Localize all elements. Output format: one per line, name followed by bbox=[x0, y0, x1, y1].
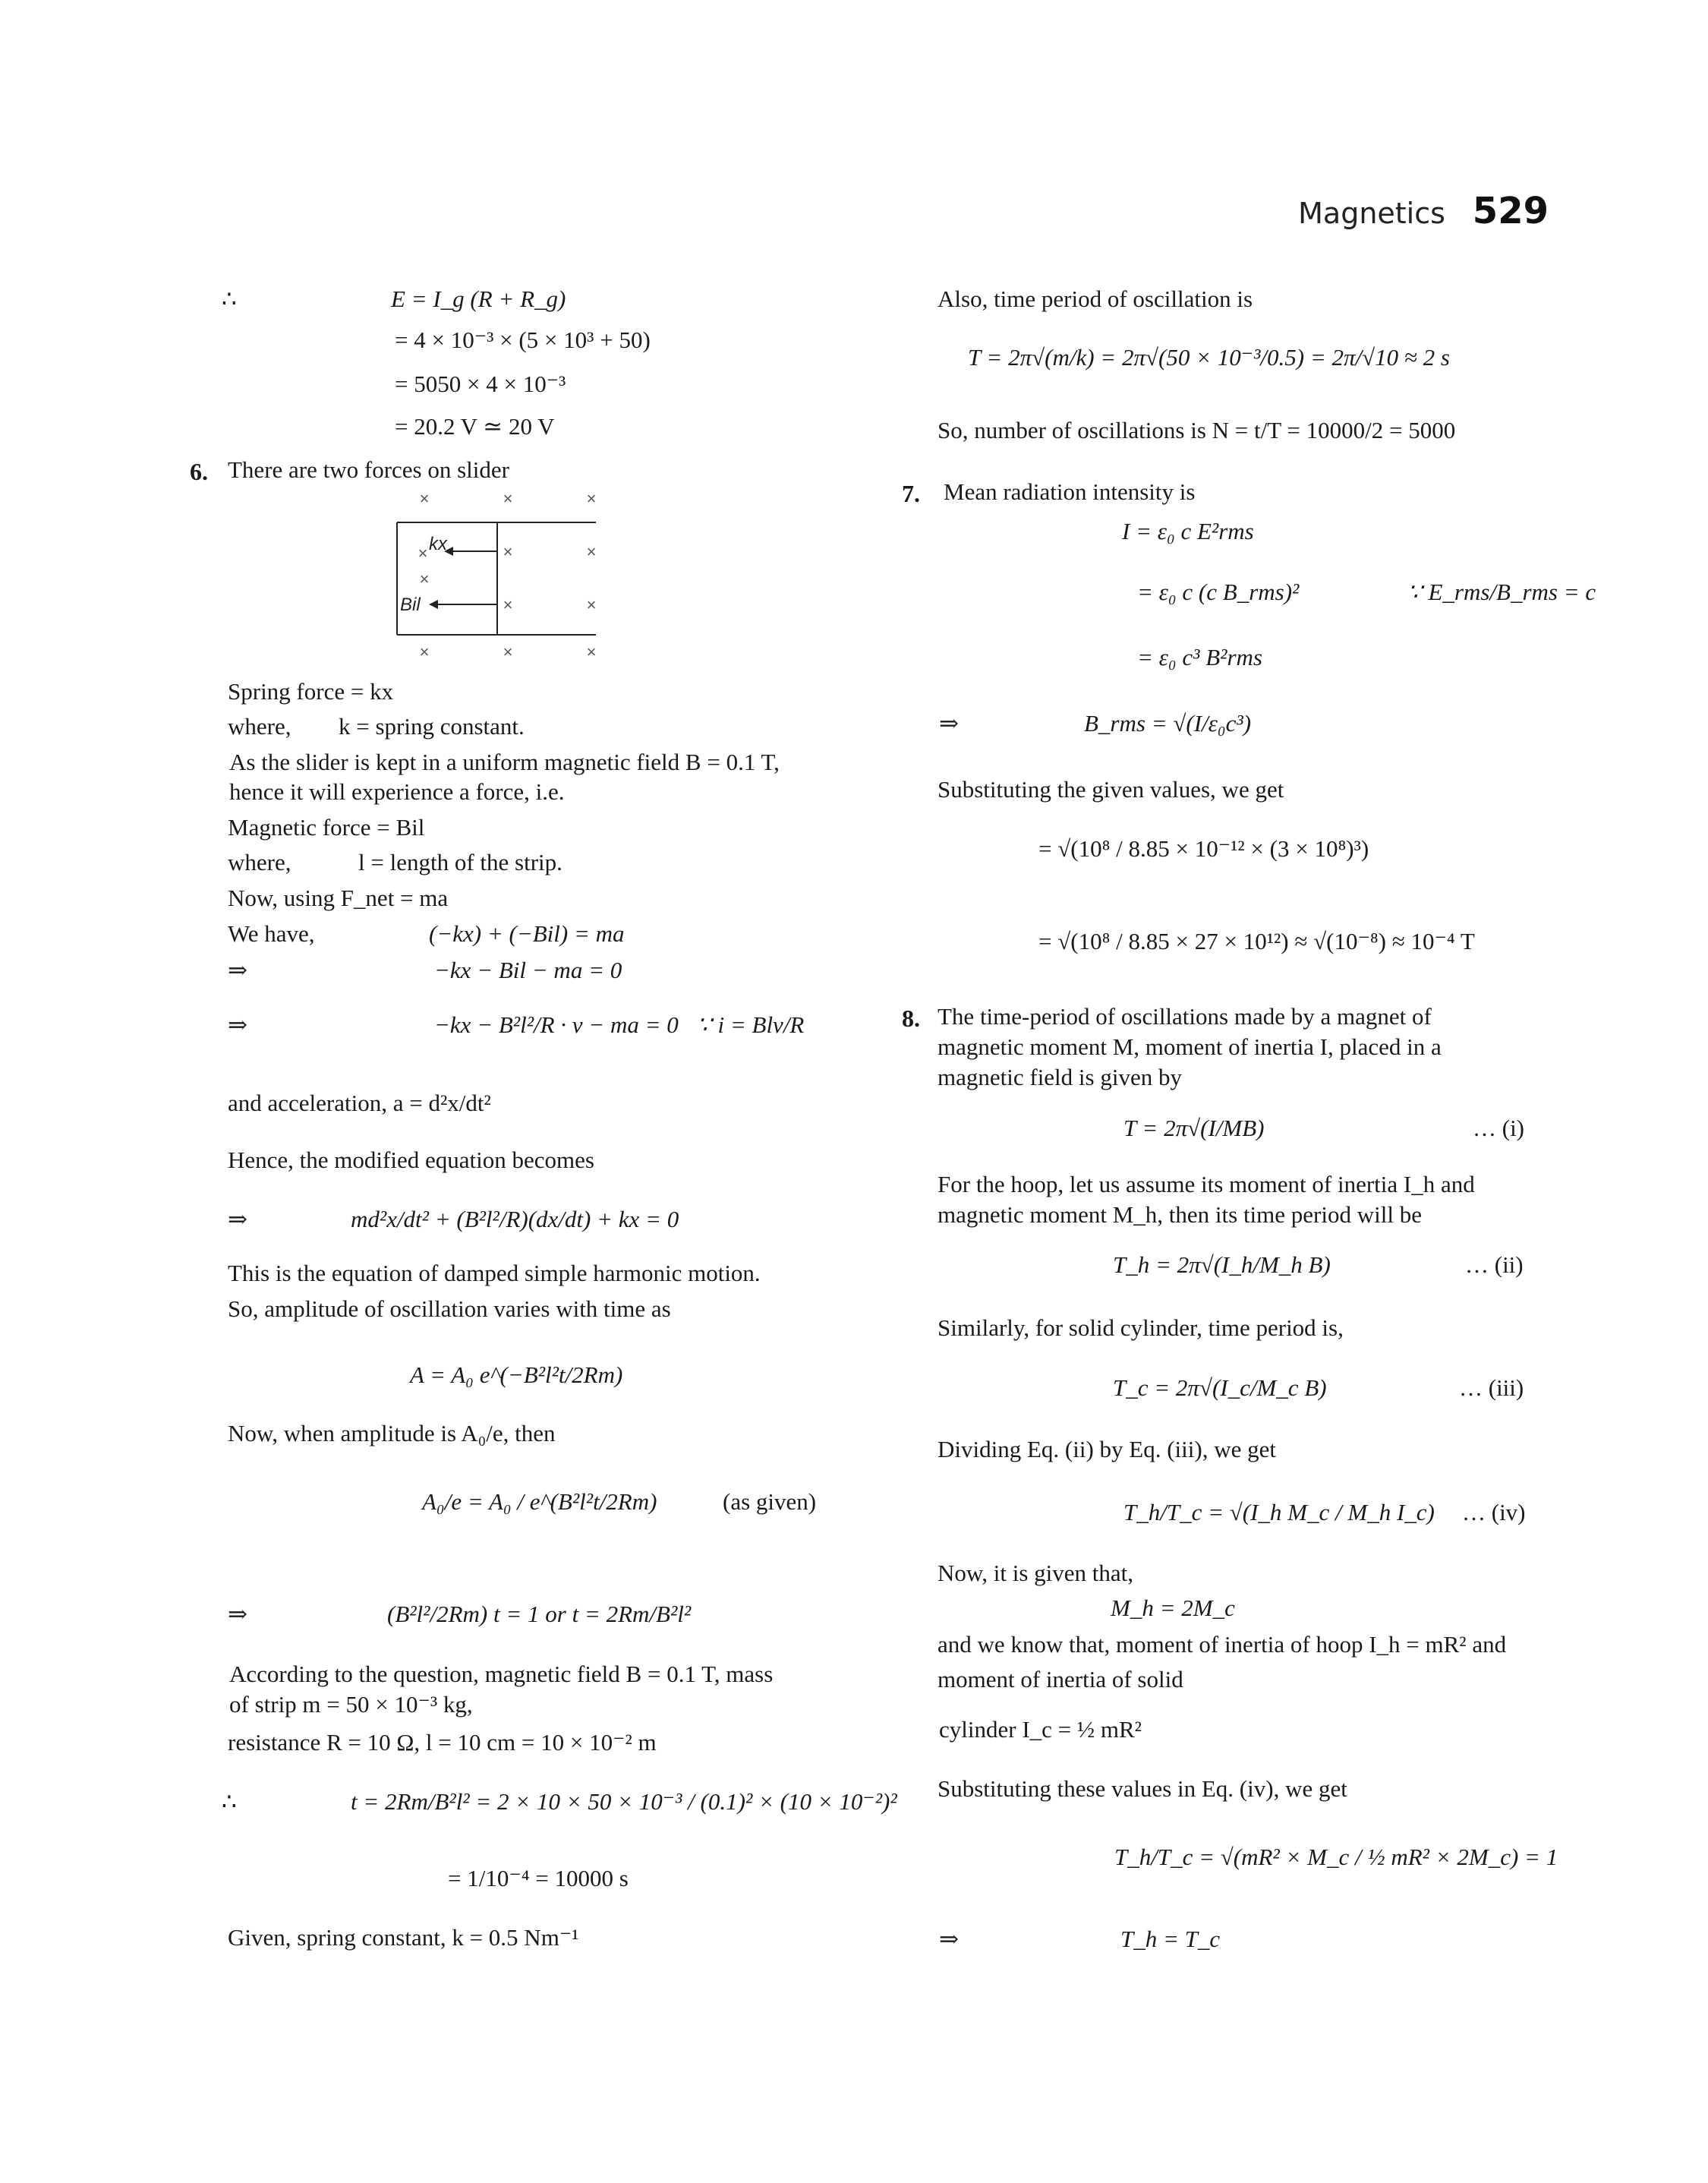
text-line: magnetic moment M, moment of inertia I, placed in a bbox=[938, 1033, 1442, 1060]
text-line: of strip m = 50 × 10⁻³ kg, bbox=[229, 1691, 473, 1718]
question-number: 8. bbox=[902, 1005, 920, 1032]
text-line: resistance R = 10 Ω, l = 10 cm = 10 × 10⁻² m bbox=[228, 1729, 657, 1756]
text-line: There are two forces on slider bbox=[228, 456, 509, 483]
implies-symbol: ⇒ bbox=[939, 710, 959, 737]
cross-mark: × bbox=[419, 489, 430, 508]
cross-mark: × bbox=[503, 642, 513, 661]
implies-symbol: ⇒ bbox=[228, 1011, 247, 1038]
equation-line: I = ε₀ c E²rms bbox=[1122, 518, 1254, 544]
text-line: So, number of oscillations is N = t/T = 10000/2 = 5000 bbox=[938, 417, 1456, 443]
text-line: Mean radiation intensity is bbox=[944, 478, 1196, 505]
text-line: hence it will experience a force, i.e. bbox=[229, 778, 565, 805]
cross-mark: × bbox=[586, 542, 597, 561]
cross-mark: × bbox=[586, 642, 597, 661]
because-note: ∵ E_rms/B_rms = c bbox=[1407, 579, 1596, 605]
implies-symbol: ⇒ bbox=[228, 1206, 247, 1232]
equation-line: = √(10⁸ / 8.85 × 10⁻¹² × (3 × 10⁸)³) bbox=[1038, 835, 1369, 862]
text-line: Now, it is given that, bbox=[938, 1560, 1134, 1586]
equation-line: (−kx) + (−Bil) = ma bbox=[429, 920, 625, 947]
cross-mark: × bbox=[586, 489, 597, 508]
equation-line: M_h = 2M_c bbox=[1111, 1595, 1235, 1621]
equation-line: E = I_g (R + R_g) bbox=[391, 285, 566, 312]
text-line: Dividing Eq. (ii) by Eq. (iii), we get bbox=[938, 1436, 1276, 1462]
text-line: Magnetic force = Bil bbox=[228, 814, 425, 841]
text-line: Now, when amplitude is A₀/e, then bbox=[228, 1420, 556, 1446]
equation-line: T_h/T_c = √(I_h M_c / M_h I_c) bbox=[1123, 1499, 1435, 1525]
equation-line: −kx − B²l²/R · v − ma = 0 bbox=[434, 1011, 679, 1038]
cross-mark: × bbox=[503, 489, 513, 508]
equation-label: … (ii) bbox=[1465, 1251, 1524, 1278]
text-line: Substituting the given values, we get bbox=[938, 776, 1284, 803]
therefore-symbol: ∴ bbox=[222, 285, 237, 312]
therefore-symbol: ∴ bbox=[222, 1788, 237, 1815]
equation-line: −kx − Bil − ma = 0 bbox=[434, 957, 622, 983]
cross-mark: × bbox=[419, 569, 430, 588]
equation-line: T_h/T_c = √(mR² × M_c / ½ mR² × 2M_c) = 1 bbox=[1114, 1844, 1558, 1870]
text-line: moment of inertia of solid bbox=[938, 1666, 1183, 1692]
text-line: where, bbox=[228, 713, 291, 740]
text-line: Given, spring constant, k = 0.5 Nm⁻¹ bbox=[228, 1924, 579, 1951]
text-line: and acceleration, a = d²x/dt² bbox=[228, 1090, 491, 1116]
cross-mark: × bbox=[503, 542, 513, 561]
text-line: Spring force = kx bbox=[228, 678, 394, 705]
running-header bbox=[1298, 190, 1549, 232]
equation-line: t = 2Rm/B²l² = 2 × 10 × 50 × 10⁻³ / (0.1)² × (10 × 10⁻²)² bbox=[351, 1788, 897, 1815]
equation-line: = 4 × 10⁻³ × (5 × 10³ + 50) bbox=[395, 327, 651, 353]
text-line: Similarly, for solid cylinder, time period is, bbox=[938, 1314, 1344, 1341]
text-line: (as given) bbox=[723, 1488, 817, 1515]
text-line: k = spring constant. bbox=[339, 713, 525, 740]
text-line: So, amplitude of oscillation varies with time as bbox=[228, 1295, 671, 1322]
implies-symbol: ⇒ bbox=[939, 1926, 959, 1952]
equation-line: B_rms = √(I/ε₀c³) bbox=[1084, 710, 1252, 737]
question-number: 7. bbox=[902, 480, 920, 507]
cross-mark: × bbox=[419, 642, 430, 661]
equation-label: … (iii) bbox=[1459, 1374, 1524, 1401]
slider-force-diagram bbox=[391, 486, 619, 668]
because-note: ∵ i = Blv/R bbox=[697, 1011, 805, 1038]
equation-label: … (i) bbox=[1473, 1115, 1525, 1141]
equation-line: = ε₀ c (c B_rms)² bbox=[1137, 579, 1300, 605]
implies-symbol: ⇒ bbox=[228, 1601, 247, 1627]
equation-line: T = 2π√(m/k) = 2π√(50 × 10⁻³/0.5) = 2π/√10 ≈ 2 s bbox=[968, 344, 1451, 371]
text-line: According to the question, magnetic field B = 0.1 T, mass bbox=[229, 1661, 774, 1687]
question-number: 6. bbox=[190, 458, 208, 485]
equation-line: T = 2π√(I/MB) bbox=[1123, 1115, 1265, 1141]
equation-label: … (iv) bbox=[1462, 1499, 1526, 1525]
section-title: Magnetics bbox=[1298, 197, 1445, 230]
text-line: The time-period of oscillations made by a magnet of bbox=[938, 1003, 1432, 1030]
text-line: magnetic moment M_h, then its time period will be bbox=[938, 1201, 1422, 1228]
text-line: l = length of the strip. bbox=[358, 849, 563, 875]
text-line: Now, using F_net = ma bbox=[228, 885, 449, 911]
equation-line: A = A₀ e^(−B²l²t/2Rm) bbox=[410, 1361, 623, 1388]
equation-line: = 1/10⁻⁴ = 10000 s bbox=[448, 1865, 629, 1891]
equation-line: T_h = T_c bbox=[1120, 1926, 1221, 1952]
equation-line: = 5050 × 4 × 10⁻³ bbox=[395, 371, 566, 397]
page-number: 529 bbox=[1472, 190, 1549, 232]
text-line: where, bbox=[228, 849, 291, 875]
equation-line: = 20.2 V ≃ 20 V bbox=[395, 413, 555, 440]
text-line: For the hoop, let us assume its moment of inertia I_h and bbox=[938, 1171, 1475, 1197]
equation-line: A₀/e = A₀ / e^(B²l²t/2Rm) bbox=[422, 1488, 657, 1515]
cross-mark: × bbox=[418, 544, 428, 563]
text-line: Also, time period of oscillation is bbox=[938, 285, 1253, 312]
cross-mark: × bbox=[586, 595, 597, 614]
equation-line: (B²l²/2Rm) t = 1 or t = 2Rm/B²l² bbox=[387, 1601, 692, 1627]
label-kx: kx bbox=[429, 534, 447, 554]
cross-mark: × bbox=[503, 595, 513, 614]
equation-line: T_h = 2π√(I_h/M_h B) bbox=[1113, 1251, 1331, 1278]
text-line: cylinder I_c = ½ mR² bbox=[939, 1716, 1142, 1743]
text-line: Substituting these values in Eq. (iv), we get bbox=[938, 1775, 1347, 1802]
equation-line: T_c = 2π√(I_c/M_c B) bbox=[1113, 1374, 1327, 1401]
equation-line: = ε₀ c³ B²rms bbox=[1137, 644, 1262, 670]
implies-symbol: ⇒ bbox=[228, 957, 247, 983]
equation-line: md²x/dt² + (B²l²/R)(dx/dt) + kx = 0 bbox=[351, 1206, 679, 1232]
equation-line: = √(10⁸ / 8.85 × 27 × 10¹²) ≈ √(10⁻⁸) ≈ 10⁻⁴ T bbox=[1038, 928, 1475, 954]
label-bil: Bil bbox=[400, 595, 421, 615]
text-line: This is the equation of damped simple harmonic motion. bbox=[228, 1260, 761, 1286]
text-line: We have, bbox=[228, 920, 315, 947]
text-line: magnetic field is given by bbox=[938, 1064, 1182, 1090]
text-line: Hence, the modified equation becomes bbox=[228, 1147, 594, 1173]
text-line: and we know that, moment of inertia of hoop I_h = mR² and bbox=[938, 1631, 1507, 1658]
text-line: As the slider is kept in a uniform magnetic field B = 0.1 T, bbox=[229, 749, 780, 775]
